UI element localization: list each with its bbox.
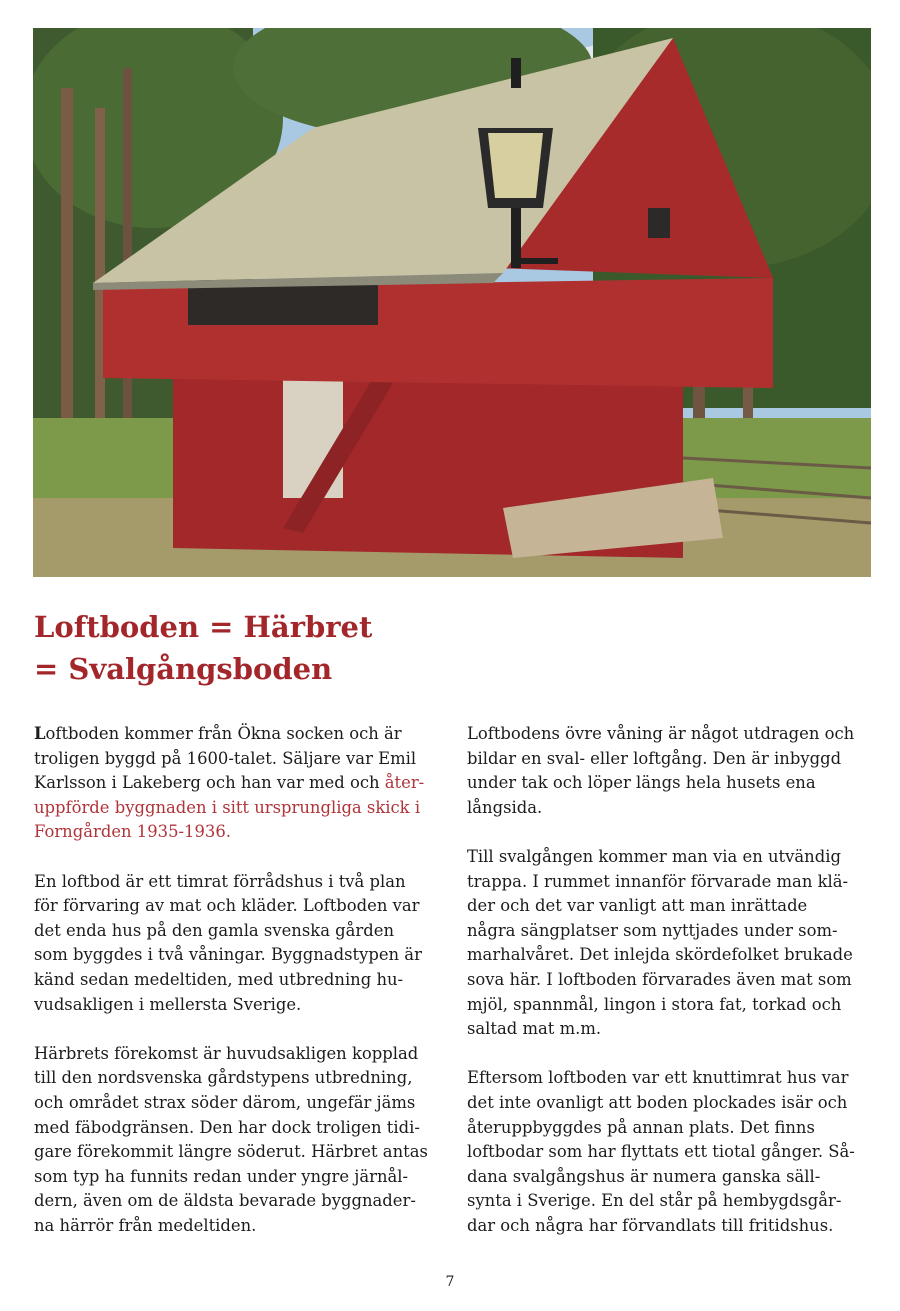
text-line: bildar en sval- eller loftgång. Den är inbyggd <box>467 748 842 768</box>
highlighted-text: Forngården 1935-1936. <box>34 822 231 842</box>
text-line: känd sedan medeltiden, med utbredning hu- <box>34 969 404 989</box>
text-line: Karlsson i Lakeberg och han var med och <box>34 773 385 793</box>
text-line: till den nordsvenska gårdstypens utbredning, <box>34 1068 413 1088</box>
text-line: det inte ovanligt att boden plockades isär och <box>467 1092 848 1112</box>
text-line: Eftersom loftboden var ett knuttimrat hus var <box>467 1068 849 1088</box>
text-line: En loftbod är ett timrat förrådshus i två plan <box>34 871 406 891</box>
left-column <box>34 722 444 1263</box>
right-column <box>467 722 877 1263</box>
text-line: vudsakligen i mellersta Sverige. <box>34 994 302 1014</box>
text-line: Till svalgången kommer man via en utvändig <box>467 846 841 866</box>
text-line: marhalvåret. Det inlejda skördefolket brukade <box>467 945 853 965</box>
page-number: 7 <box>445 1274 455 1290</box>
highlighted-text: åter- <box>384 773 425 793</box>
paragraph <box>467 845 877 1042</box>
text-line: mjöl, spannmål, lingon i stora fat, torkad och <box>467 994 842 1014</box>
text-line: na härrör från medeltiden. <box>34 1215 257 1235</box>
paragraph <box>34 870 444 1018</box>
paragraph <box>467 1066 877 1238</box>
paragraph <box>467 722 877 820</box>
text-line: oftboden kommer från Ökna socken och är <box>45 724 402 743</box>
text-line: synta i Sverige. En del står på hembygdsgår- <box>467 1191 842 1211</box>
text-line: trappa. I rummet innanför förvarade man klä- <box>467 871 849 891</box>
text-line: dana svalgångshus är numera ganska säll- <box>467 1166 821 1186</box>
text-line: långsida. <box>467 797 543 817</box>
text-line: under tak och löper längs hela husets ena <box>467 773 816 793</box>
text-line: dar och några har förvandlats till fritidshus. <box>467 1215 834 1235</box>
article-title <box>34 606 634 690</box>
highlighted-text: uppförde byggnaden i sitt ursprungliga skick i <box>34 797 421 817</box>
text-line: saltad mat m.m. <box>467 1019 602 1039</box>
dropcap: L <box>34 724 46 743</box>
text-line: som byggdes i två våningar. Byggnadstypen är <box>34 945 422 965</box>
text-line: gare förekommit längre söderut. Härbret antas <box>34 1142 428 1162</box>
text-line: med fäbodgränsen. Den har dock troligen tidi- <box>34 1117 420 1137</box>
text-line: loftbodar som har flyttats ett tiotal gånger. Så- <box>467 1142 855 1162</box>
text-line: der och det var vanligt att man inrättade <box>467 896 808 916</box>
text-line: några sängplatser som nyttjades under som- <box>467 920 838 940</box>
text-line: och området strax söder därom, ungefär jäms <box>34 1092 416 1112</box>
text-line: återuppbyggdes på annan plats. Det finns <box>467 1117 815 1137</box>
building-photo <box>33 28 871 577</box>
text-line: som typ ha funnits redan under yngre järnål- <box>34 1166 409 1186</box>
text-line: Härbrets förekomst är huvudsakligen kopplad <box>34 1043 419 1063</box>
text-line: det enda hus på den gamla svenska gården <box>34 920 395 940</box>
text-line: dern, även om de äldsta bevarade byggnader- <box>34 1191 416 1211</box>
text-line: Loftbodens övre våning är något utdragen och <box>467 724 855 743</box>
title-line-2: = Svalgångsboden <box>34 652 333 686</box>
title-line-1: Loftboden = Härbret <box>34 610 373 644</box>
text-line: för förvaring av mat och kläder. Loftboden var <box>34 896 420 916</box>
text-line: sova här. I loftboden förvarades även mat som <box>467 969 852 989</box>
paragraph <box>34 1042 444 1239</box>
text-line: troligen byggd på 1600-talet. Säljare var Emil <box>34 748 417 768</box>
paragraph <box>34 722 444 845</box>
